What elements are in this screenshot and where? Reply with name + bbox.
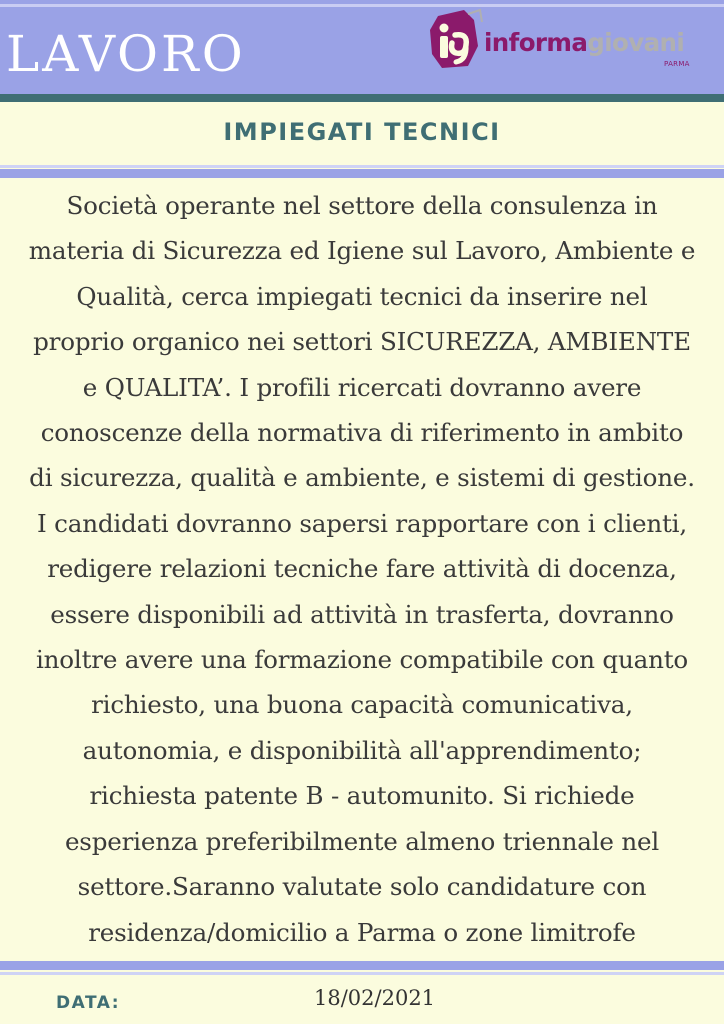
header-band <box>0 0 724 94</box>
divider-stripe <box>0 169 724 178</box>
date-value: 18/02/2021 <box>314 986 436 1010</box>
description-line: e QUALITA’. I profili ricercati dovranno avere <box>82 372 642 402</box>
header-divider <box>0 94 724 102</box>
job-description <box>0 183 724 955</box>
description-line: I candidati dovranno sapersi rapportare con i clienti, <box>37 508 687 538</box>
divider-stripe <box>0 165 724 168</box>
section-title: LAVORO <box>6 25 246 83</box>
description-line: inoltre avere una formazione compatibile con quanto <box>36 645 688 675</box>
footer-stripe <box>0 972 724 975</box>
description-line: richiesto, una buona capacità comunicativa, <box>91 690 633 720</box>
informagiovani-logo <box>428 8 700 78</box>
description-line: proprio organico nei settori SICUREZZA, AMBIENTE <box>33 327 691 357</box>
description-line: richiesta patente B - automunito. Si richiede <box>89 781 635 811</box>
description-line: materia di Sicurezza ed Igiene sul Lavoro, Ambiente e <box>28 236 696 266</box>
ig-logo-icon <box>428 8 484 72</box>
header-top-line <box>0 4 724 7</box>
description-line: Qualità, cerca impiegati tecnici da inserire nel <box>76 281 648 311</box>
footer-stripe <box>0 961 724 970</box>
description-line: essere disponibili ad attività in trasferta, dovranno <box>50 599 674 629</box>
description-line: di sicurezza, qualità e ambiente, e sistemi di gestione. <box>29 463 695 493</box>
description-line: autonomia, e disponibilità all'apprendimento; <box>82 735 642 765</box>
description-line: residenza/domicilio a Parma o zone limitrofe <box>88 917 636 947</box>
description-line: esperienza preferibilmente almeno triennale nel <box>64 826 660 856</box>
description-line: settore.Saranno valutate solo candidature con <box>77 872 647 902</box>
description-line: Società operante nel settore della consulenza in <box>66 191 658 220</box>
logo-wordmark: informagiovani <box>484 28 685 57</box>
logo-city: PARMA <box>664 60 690 68</box>
date-label: DATA: <box>56 993 120 1013</box>
description-line: redigere relazioni tecniche fare attività di docenza, <box>47 554 677 584</box>
description-line: conoscenze della normativa di riferimento in ambito <box>40 418 684 448</box>
job-title: IMPIEGATI TECNICI <box>223 118 501 146</box>
